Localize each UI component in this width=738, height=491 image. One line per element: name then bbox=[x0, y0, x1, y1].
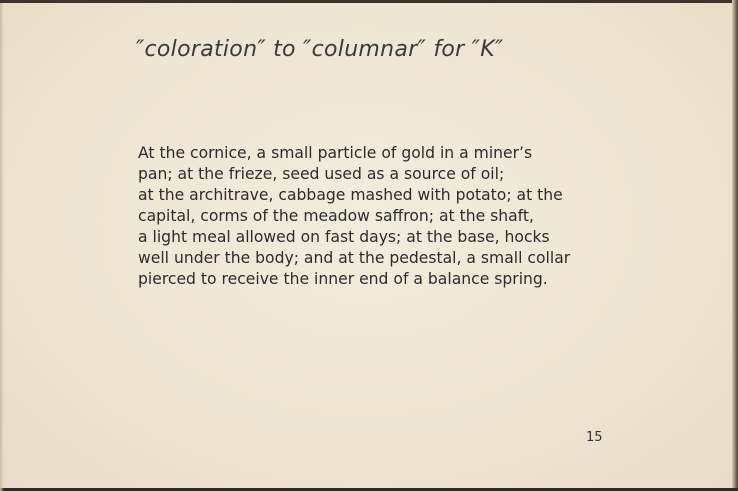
page-title: ″coloration″ to ″columnar″ for ″K″ bbox=[136, 37, 504, 62]
body-line: capital, corms of the meadow saffron; at the shaft, bbox=[138, 207, 534, 225]
body-line: at the architrave, cabbage mashed with potato; at the bbox=[138, 186, 563, 204]
body-paragraph bbox=[138, 143, 598, 290]
body-line: pan; at the frieze, seed used as a source of oil; bbox=[138, 165, 505, 183]
page-gutter-shadow bbox=[0, 3, 4, 491]
body-line: At the cornice, a small particle of gold in a miner’s bbox=[138, 144, 533, 162]
page-edge-shadow bbox=[732, 0, 738, 488]
body-line: a light meal allowed on fast days; at the base, hocks bbox=[138, 228, 550, 246]
page-number: 15 bbox=[586, 430, 603, 445]
body-line: pierced to receive the inner end of a balance spring. bbox=[138, 270, 548, 288]
body-line: well under the body; and at the pedestal, a small collar bbox=[138, 249, 571, 267]
